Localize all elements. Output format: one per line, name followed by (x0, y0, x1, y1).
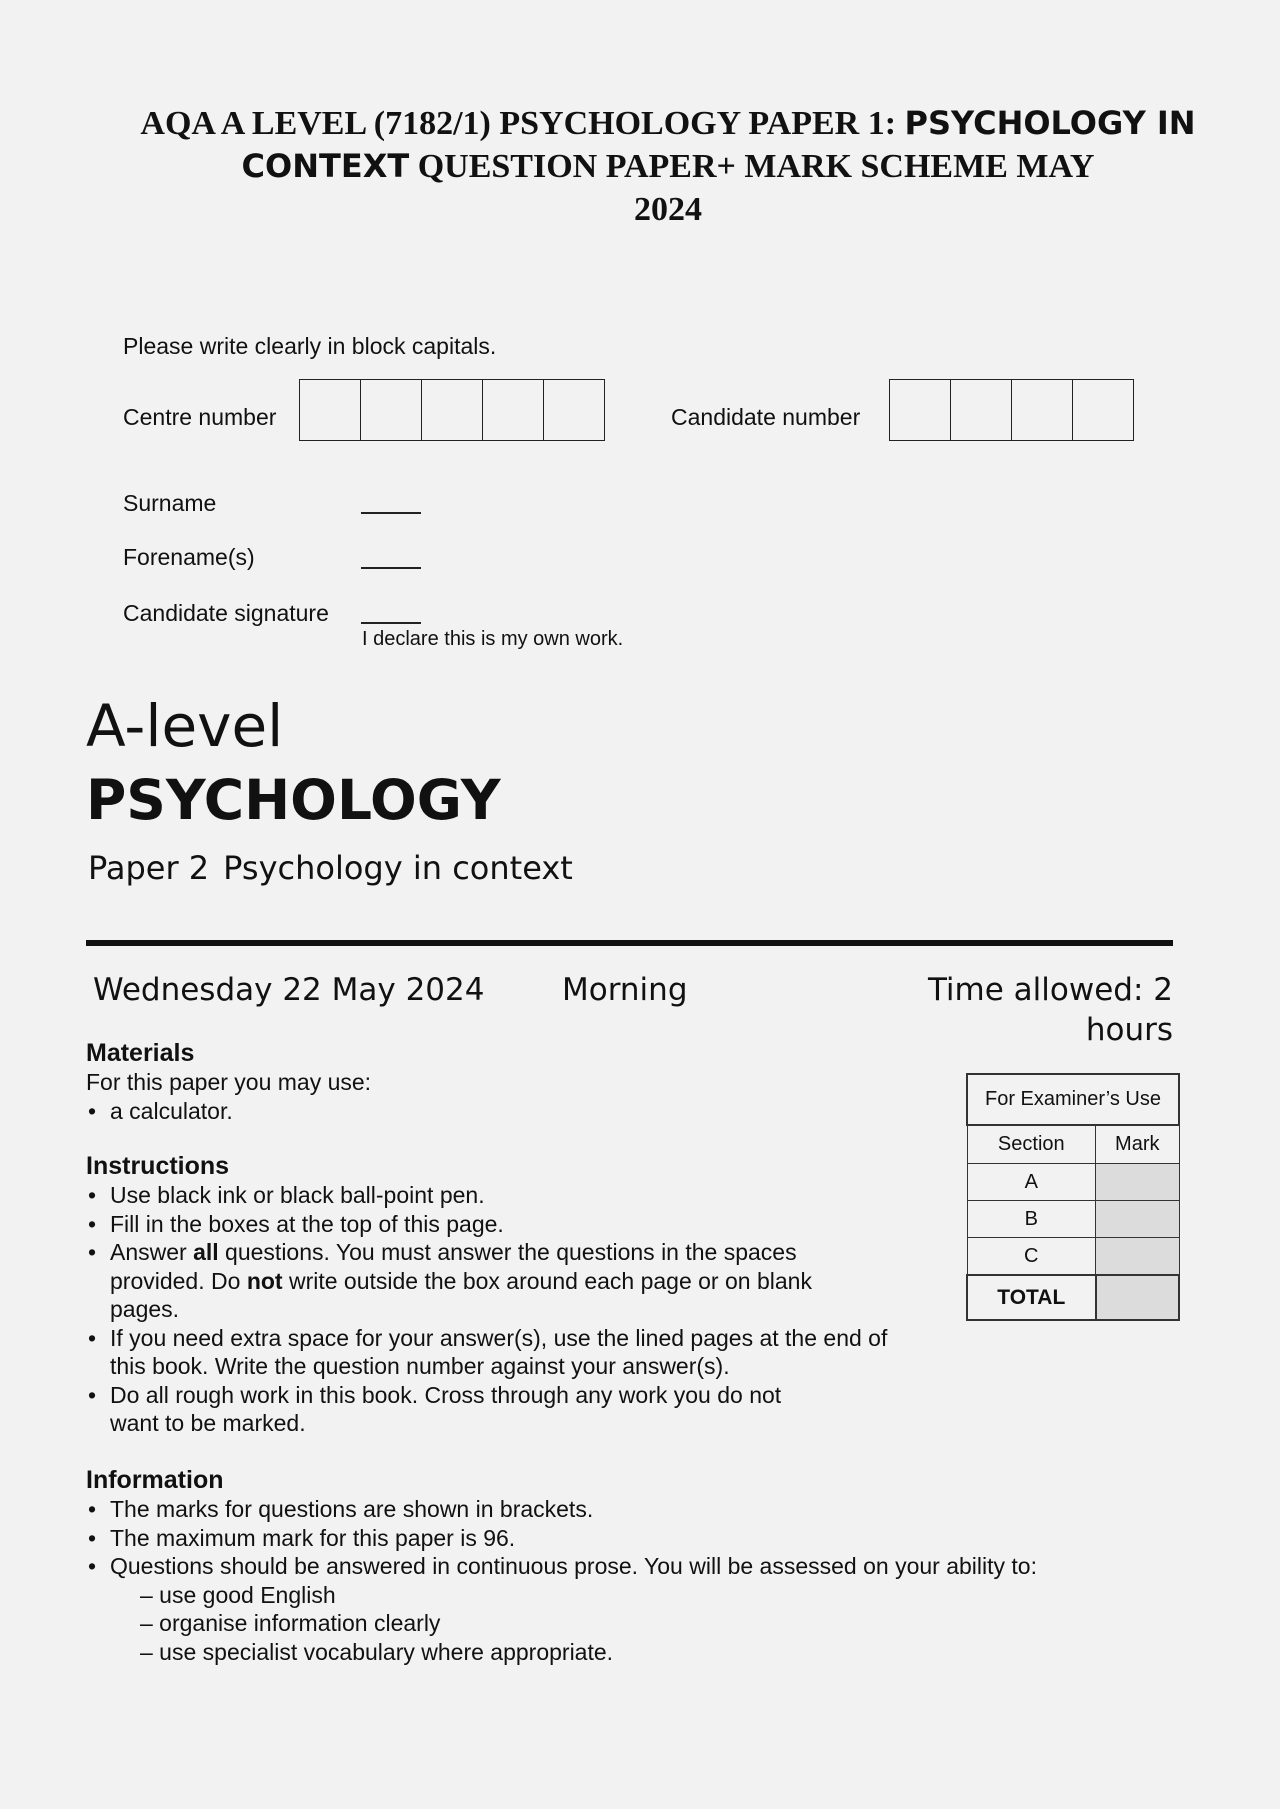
examiners-use-table (966, 1073, 1180, 1321)
title-part-3: QUESTION PAPER+ MARK SCHEME MAY (409, 148, 1095, 185)
information-heading: Information (86, 1466, 224, 1494)
mark-cell (1096, 1238, 1179, 1276)
divider-rule (86, 940, 1173, 946)
title-part-2: PSYCHOLOGY IN CONTEXT (241, 104, 1196, 185)
exam-session: Morning (562, 972, 688, 1008)
materials-intro: For this paper you may use: (86, 1069, 372, 1095)
instruction-item: • Use black ink or black ball-point pen. (86, 1181, 906, 1210)
instruction-emphasis: not (246, 1267, 283, 1294)
centre-number-boxes[interactable] (299, 379, 605, 441)
instruction-item (86, 1238, 906, 1324)
instruction-text: Answer (110, 1239, 194, 1265)
information-list (86, 1495, 1186, 1666)
instruction-emphasis: all (193, 1239, 219, 1265)
centre-number-box[interactable] (422, 380, 483, 440)
centre-number-label: Centre number (123, 404, 277, 430)
instructions-list (86, 1181, 906, 1438)
surname-field[interactable] (361, 512, 421, 514)
instructions-heading: Instructions (86, 1152, 230, 1180)
document-title (100, 102, 1236, 231)
centre-number-box[interactable] (300, 380, 361, 440)
examiners-use-caption: For Examiner’s Use (967, 1074, 1179, 1125)
information-item: • The marks for questions are shown in brackets. (86, 1495, 1186, 1524)
section-column-header: Section (967, 1125, 1096, 1164)
mark-cell (1096, 1201, 1179, 1238)
section-cell: A (967, 1164, 1096, 1201)
total-label: TOTAL (967, 1275, 1096, 1320)
information-item: • The maximum mark for this paper is 96. (86, 1524, 1186, 1553)
instruction-text: write outside the box around each page or on blank pages. (110, 1267, 812, 1322)
paper-title: Psychology in context (223, 849, 573, 887)
exam-date: Wednesday 22 May 2024 (93, 972, 485, 1008)
instruction-text: questions. You must answer the questions in the spaces provided. Do (110, 1239, 797, 1294)
candidate-number-box[interactable] (951, 380, 1012, 440)
title-part-4: 2024 (634, 191, 702, 228)
instruction-item: • Do all rough work in this book. Cross through any work you do not want to be marked. (86, 1381, 906, 1438)
instruction-item: • Fill in the boxes at the top of this page. (86, 1210, 906, 1239)
materials-list (86, 1097, 946, 1126)
materials-item: • a calculator. (86, 1097, 946, 1126)
instructions-section (86, 1151, 906, 1438)
title-part-1: AQA A LEVEL (7182/1) PSYCHOLOGY PAPER 1: (140, 105, 905, 142)
information-section (86, 1465, 1186, 1666)
time-allowed: Time allowed: 2 hours (927, 972, 1173, 1048)
information-subitem: – use good English (140, 1581, 336, 1608)
qualification-level: A-level (86, 692, 284, 760)
block-capitals-instruction: Please write clearly in block capitals. (123, 333, 497, 359)
declaration-text: I declare this is my own work. (362, 628, 624, 650)
centre-number-box[interactable] (483, 380, 544, 440)
candidate-number-boxes[interactable] (889, 379, 1134, 441)
forenames-label: Forename(s) (123, 544, 255, 570)
forenames-field[interactable] (361, 567, 421, 569)
surname-label: Surname (123, 490, 217, 516)
mark-column-header: Mark (1096, 1125, 1179, 1164)
candidate-number-box[interactable] (1012, 380, 1073, 440)
signature-field[interactable] (361, 622, 421, 624)
section-cell: C (967, 1238, 1096, 1276)
candidate-number-box[interactable] (1073, 380, 1133, 440)
mark-cell (1096, 1164, 1179, 1201)
subject-title: PSYCHOLOGY (86, 768, 501, 832)
candidate-number-label: Candidate number (671, 404, 861, 430)
materials-section (86, 1038, 946, 1125)
instruction-item: • If you need extra space for your answer(s), use the lined pages at the end of this book. Write the question number against your answer(s). (86, 1324, 906, 1381)
information-subitem: – organise information clearly (140, 1610, 441, 1636)
total-mark-cell (1096, 1275, 1179, 1320)
paper-number: Paper 2 (88, 849, 210, 887)
information-text: Questions should be answered in continuous prose. You will be assessed on your ability to: (110, 1553, 1037, 1579)
section-cell: B (967, 1201, 1096, 1238)
materials-heading: Materials (86, 1039, 195, 1067)
candidate-number-box[interactable] (890, 380, 951, 440)
centre-number-box[interactable] (361, 380, 422, 440)
information-subitem: – use specialist vocabulary where appropriate. (140, 1638, 614, 1665)
information-item (86, 1552, 1186, 1666)
signature-label: Candidate signature (123, 600, 329, 626)
centre-number-box[interactable] (544, 380, 604, 440)
paper-heading (88, 848, 573, 888)
